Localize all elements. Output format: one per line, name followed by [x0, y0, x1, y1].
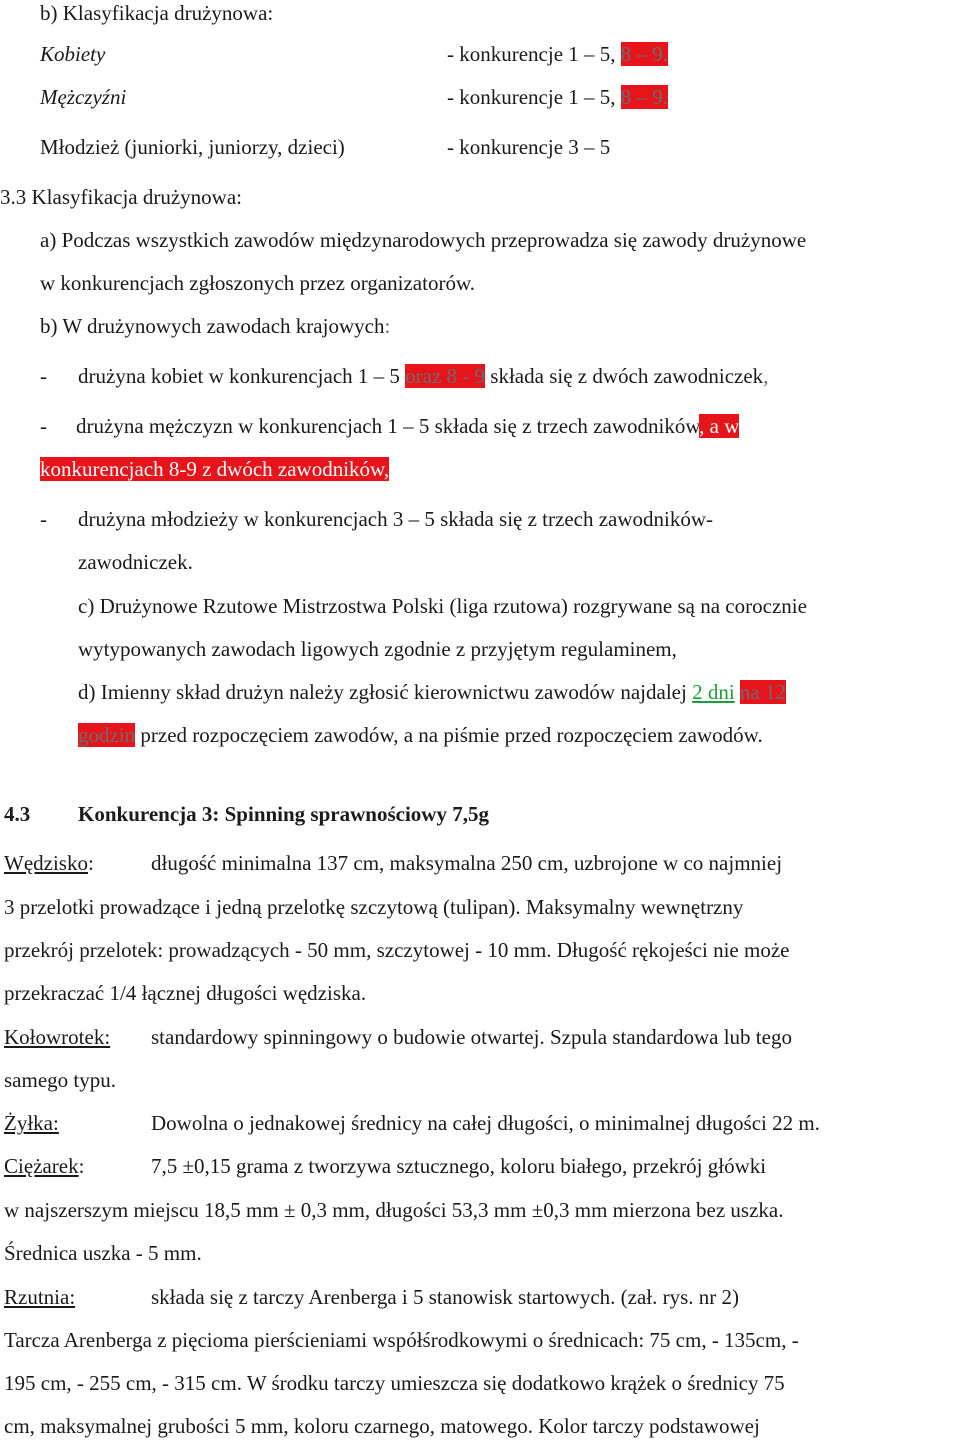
- row-men-comps: - konkurencje 1 – 5,: [447, 85, 621, 109]
- para-d-line1: [78, 679, 786, 705]
- para-c-line1: c) Drużynowe Rzutowe Mistrzostwa Polski (liga rzutowa) rozgrywane są na corocznie: [78, 594, 807, 618]
- para-b: [40, 313, 390, 339]
- weight-line1: [0, 1153, 960, 1179]
- team-class-heading: b) Klasyfikacja drużynowa:: [40, 1, 274, 25]
- para-b-text: b) W drużynowych zawodach krajowych: [40, 314, 385, 338]
- row-youth-label: Młodzież (juniorki, juniorzy, dzieci): [40, 135, 345, 159]
- rod-line4: przekraczać 1/4 łącznej długości wędziska.: [4, 981, 367, 1005]
- men-dash: -: [40, 414, 47, 438]
- youth-line1: drużyna młodzieży w konkurencjach 3 – 5 składa się z trzech zawodników-: [78, 507, 714, 531]
- women-highlight: oraz 8 - 9: [405, 364, 486, 388]
- youth-team-line: [0, 506, 960, 532]
- reel-line2: samego typu.: [4, 1068, 116, 1092]
- target-line1: Tarcza Arenberga z pięcioma pierścieniami współśrodkowymi o średnicach: 75 cm, - 135cm, -: [4, 1328, 799, 1352]
- line-text: Dowolna o jednakowej średnicy na całej długości, o minimalnej długości 22 m.: [151, 1111, 820, 1135]
- women-comma: ,: [763, 364, 769, 388]
- row-women-comps: - konkurencje 1 – 5,: [447, 42, 621, 66]
- para-d-green: 2 dni: [692, 680, 735, 704]
- reel-text-1: standardowy spinningowy o budowie otwartej. Szpula standardowa lub tego: [151, 1025, 792, 1049]
- men-pre: drużyna mężczyzn w konkurencjach 1 – 5 składa się z trzech zawodników: [76, 414, 700, 438]
- rod-colon: :: [87, 851, 94, 875]
- youth-line2: zawodniczek.: [78, 550, 193, 574]
- target-line2: 195 cm, - 255 cm, - 315 cm. W środku tarczy umieszcza się dodatkowo krążek o średnicy 75: [4, 1371, 785, 1395]
- row-men-label: Mężczyźni: [40, 85, 127, 109]
- row-youth-value: - konkurencje 3 – 5: [447, 135, 611, 159]
- line-label: Żyłka:: [4, 1111, 59, 1135]
- casting-label: Rzutnia:: [4, 1285, 76, 1309]
- para-c-line2: wytypowanych zawodach ligowych zgodnie z przyjętym regulaminem,: [78, 637, 677, 661]
- men-team-line2: [40, 456, 389, 482]
- para-b-colon: :: [384, 314, 391, 338]
- fishing-line-row: [0, 1110, 960, 1136]
- section-4-3-title: Konkurencja 3: Spinning sprawnościowy 7,5g: [78, 802, 489, 826]
- weight-line2: w najszerszym miejscu 18,5 mm ± 0,3 mm, długości 53,3 mm ±0,3 mm mierzona bez uszka.: [4, 1198, 784, 1222]
- rod-text-1: długość minimalna 137 cm, maksymalna 250 cm, uzbrojone w co najmniej: [151, 851, 783, 875]
- section-3-3-heading: 3.3 Klasyfikacja drużynowa:: [0, 185, 243, 209]
- row-men-highlight: 8 – 9.: [620, 85, 669, 109]
- casting-text: składa się z tarczy Arenberga i 5 stanowisk startowych. (zał. rys. nr 2): [151, 1285, 740, 1309]
- women-post: składa się z dwóch zawodniczek: [485, 364, 764, 388]
- row-women-highlight: 8 – 9.: [620, 42, 669, 66]
- men-highlight-1: , a w: [699, 414, 740, 438]
- row-women-value: [447, 41, 668, 67]
- youth-dash: -: [40, 507, 47, 531]
- row-women-label: Kobiety: [40, 42, 106, 66]
- rod-line2: 3 przelotki prowadzące i jedną przelotkę szczytową (tulipan). Maksymalny wewnętrzny: [4, 895, 744, 919]
- row-men: [0, 84, 960, 110]
- women-team-line: [0, 363, 960, 389]
- weight-text-1: 7,5 ±0,15 grama z tworzywa sztucznego, koloru białego, przekrój główki: [151, 1154, 767, 1178]
- row-women: [0, 41, 960, 67]
- men-highlight-2: konkurencjach 8-9 z dwóch zawodników,: [40, 457, 390, 481]
- para-a-line2: w konkurencjach zgłoszonych przez organizatorów.: [40, 271, 475, 295]
- rod-label-wrap: [4, 850, 94, 876]
- section-4-3-heading: [0, 801, 960, 827]
- row-men-value: [447, 84, 668, 110]
- rod-label: Wędzisko: [4, 851, 88, 875]
- reel-line1: [0, 1024, 960, 1050]
- men-text: [76, 413, 739, 439]
- para-d-highlight-1: na 12: [739, 680, 786, 704]
- weight-label-wrap: [4, 1153, 84, 1179]
- para-d-post: przed rozpoczęciem zawodów, a na piśmie przed rozpoczęciem zawodów.: [135, 723, 763, 747]
- rod-line1: [0, 850, 960, 876]
- para-d-pre: d) Imienny skład drużyn należy zgłosić kierownictwu zawodów najdalej: [78, 680, 693, 704]
- women-pre: drużyna kobiet w konkurencjach 1 – 5: [78, 364, 406, 388]
- women-dash: -: [40, 364, 47, 388]
- casting-row: [0, 1284, 960, 1310]
- para-d-highlight-2: godzin: [78, 723, 136, 747]
- section-4-3-number: 4.3: [4, 802, 31, 826]
- women-text: [78, 363, 768, 389]
- weight-label: Ciężarek: [4, 1154, 79, 1178]
- target-line3: cm, maksymalnej grubości 5 mm, koloru czarnego, matowego. Kolor tarczy podstawowej: [4, 1414, 760, 1438]
- rod-line3: przekrój przelotek: prowadzących - 50 mm, szczytowej - 10 mm. Długość rękojeści nie może: [4, 938, 790, 962]
- para-a-line1: a) Podczas wszystkich zawodów międzynarodowych przeprowadza się zawody drużynowe: [40, 228, 807, 252]
- row-youth: [0, 134, 960, 160]
- reel-label: Kołowrotek:: [4, 1025, 111, 1049]
- weight-colon: :: [78, 1154, 85, 1178]
- para-d-line2: [78, 722, 763, 748]
- men-team-line: [0, 413, 960, 439]
- weight-line3: Średnica uszka - 5 mm.: [4, 1241, 202, 1265]
